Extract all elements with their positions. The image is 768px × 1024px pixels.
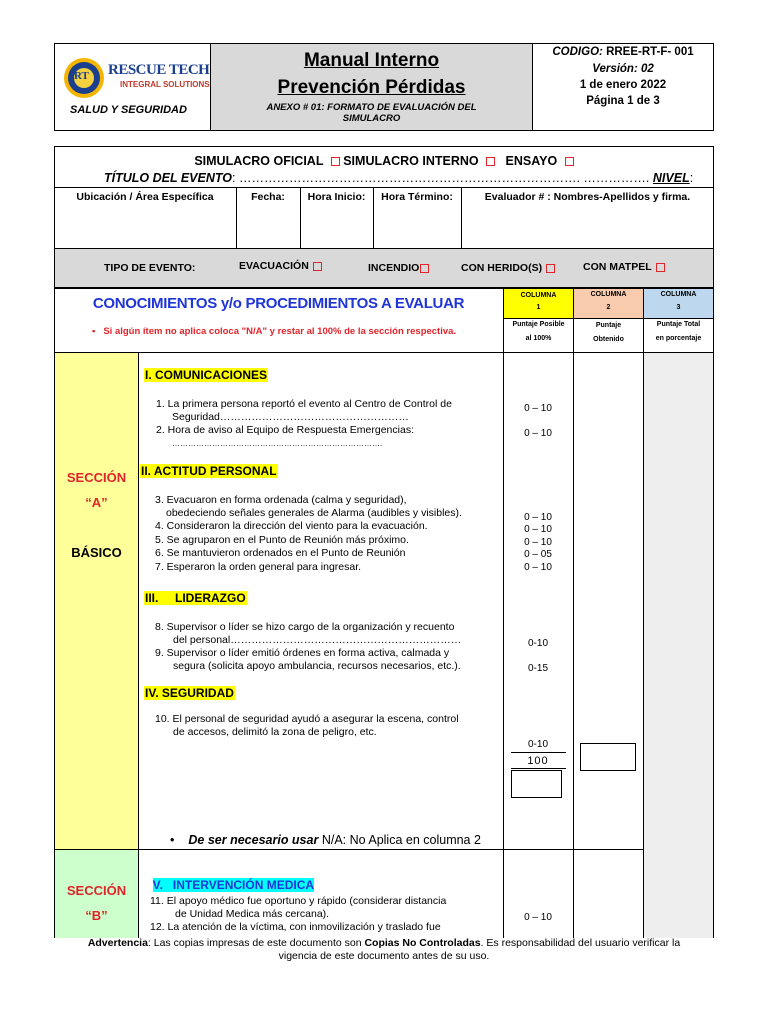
item-7: 7. Esperaron la orden general para ingresar. (155, 561, 362, 573)
level-label: NIVEL (652, 171, 690, 185)
item-3-line1: 3. Evacuaron en forma ordenada (calma y seguridad), (155, 494, 407, 506)
item-12: 12. La atención de la víctima, con inmovilización y traslado fue (150, 921, 441, 933)
column3-total-cell (644, 353, 713, 938)
column2-desc-line1: Puntaje (595, 322, 622, 329)
item-5: 5. Se agruparon en el Punto de Reunión más próximo. (155, 534, 409, 546)
section-a-cell (55, 353, 138, 849)
checkbox-injured[interactable] (546, 264, 555, 273)
warning-footer-line1: Advertencia: Las copias impresas de este documento son Copias No Controladas. Es responsabilidad del usuario verificar la (87, 937, 681, 949)
code-value: RREE-RT-F- 001 (606, 46, 694, 58)
criteria-title: CONOCIMIENTOS y/o PROCEDIMIENTOS A EVALUAR (92, 295, 465, 312)
heading-leadership: III. LIDERAZGO (145, 591, 246, 605)
event-type-label: TIPO DE EVENTO: (104, 262, 196, 274)
section-a-letter: “A” (85, 495, 108, 510)
checkbox-matpel[interactable] (656, 263, 665, 272)
column3-desc-line1: Puntaje Total (656, 321, 701, 328)
score-item-11: 0 – 10 (524, 912, 552, 923)
warning-footer-line2: vigencia de este documento antes de su uso. (278, 950, 490, 962)
logo-initials: RT (74, 70, 89, 82)
document-code (533, 46, 713, 58)
section-a-total-input[interactable] (511, 770, 562, 798)
section-a-label: SECCIÓN (66, 470, 127, 485)
section-a-obtained-input[interactable] (580, 743, 636, 771)
item-4: 4. Consideraron la dirección del viento para la evacuación. (155, 520, 428, 532)
annex-title-line2: SIMULACRO (342, 113, 401, 124)
start-time-header: Hora Inicio: (307, 191, 366, 203)
column2-title: COLUMNA (590, 291, 627, 298)
manual-title-line2: Prevención Pérdidas (277, 77, 466, 98)
column3-desc-line2: en porcentaje (655, 335, 702, 342)
score-item-4: 0 – 10 (524, 524, 552, 535)
na-footnote: • De ser necesario usar N/A: No Aplica en columna 2 (170, 833, 481, 847)
score-item-9: 0-15 (527, 663, 548, 674)
event-title-dots: : ………………………………………………………………………. ……………. (232, 171, 650, 185)
checkbox-fire[interactable] (420, 264, 429, 273)
checkbox-rehearsal[interactable] (565, 157, 574, 166)
column2-number: 2 (606, 304, 611, 311)
item-6: 6. Se mantuvieron ordenados en el Punto de Reunión (155, 547, 406, 559)
item-11-line1: 11. El apoyo médico fue oportuno y rápido (considerar distancia (150, 895, 447, 907)
page-number: Página 1 de 3 (586, 95, 660, 107)
manual-title-line1: Manual Interno (303, 50, 440, 71)
item-10-line2: de accesos, delimitó la zona de peligro, etc. (173, 726, 377, 738)
company-subtitle: INTEGRAL SOLUTIONS (120, 80, 210, 89)
item-1-line1: 1. La primera persona reportó el evento al Centro de Control de (156, 398, 452, 410)
type-fire: INCENDIO (368, 262, 429, 274)
score-item-2: 0 – 10 (524, 428, 552, 439)
company-logo (62, 56, 106, 100)
checkbox-internal-drill[interactable] (486, 157, 495, 166)
level-colon: : (689, 171, 694, 185)
item-8-line2: del personal………………………………………………………… (173, 634, 462, 646)
section-b-letter: “B” (85, 908, 108, 923)
section-b-label: SECCIÓN (66, 883, 127, 898)
event-type-options (54, 154, 714, 168)
department-label: SALUD Y SEGURIDAD (70, 104, 187, 116)
column1-number: 1 (536, 304, 541, 311)
score-item-6: 0 – 05 (524, 549, 552, 560)
code-label: CODIGO: (552, 46, 603, 58)
item-8-line1: 8. Supervisor o líder se hizo cargo de la organización y recuento (155, 621, 455, 633)
item-1-line2: Seguridad……………………………………………… (172, 411, 409, 423)
date-header: Fecha: (251, 191, 285, 203)
score-item-5: 0 – 10 (524, 537, 552, 548)
option-official-drill: SIMULACRO OFICIAL (194, 154, 324, 168)
score-item-1: 0 – 10 (524, 403, 552, 414)
column2-desc-line2: Obtenido (593, 336, 624, 343)
column1-desc-line2: al 100% (525, 335, 552, 342)
column3-number: 3 (676, 304, 681, 311)
checkbox-official-drill[interactable] (331, 157, 340, 166)
column1-title: COLUMNA (520, 292, 557, 299)
evaluator-header: Evaluador # : Nombres-Apellidos y firma. (484, 191, 691, 203)
item-3-line2: obedeciendo señales generales de Alarma (audibles y visibles). (166, 507, 462, 519)
heading-medical-intervention: V. INTERVENCIÓN MEDICA (152, 878, 315, 892)
checkbox-evacuation[interactable] (313, 262, 322, 271)
heading-communications: I. COMUNICACIONES (145, 368, 268, 382)
location-header: Ubicación / Área Específica (76, 191, 214, 203)
type-injured: CON HERIDO(S) (461, 262, 555, 274)
event-title-line (104, 171, 693, 185)
option-internal-drill: SIMULACRO INTERNO (343, 154, 479, 168)
section-a-total-possible: 100 (527, 755, 549, 767)
heading-security: IV. SEGURIDAD (145, 686, 234, 700)
item-9-line1: 9. Supervisor o líder emitió órdenes en forma activa, calmada y (155, 647, 450, 659)
item-2-line1: 2. Hora de aviso al Equipo de Respuesta Emergencias: (156, 424, 414, 436)
end-time-header: Hora Término: (381, 191, 453, 203)
item-2-line2: ……………………………………………………………………. (172, 439, 383, 448)
score-item-8: 0-10 (527, 638, 548, 649)
option-rehearsal: ENSAYO (505, 154, 558, 168)
criteria-note: • Si algún ítem no aplica coloca "N/A" y restar al 100% de la sección respectiva. (92, 326, 457, 337)
type-matpel: CON MATPEL (583, 261, 665, 273)
score-item-7: 0 – 10 (524, 562, 552, 573)
annex-title-line1: ANEXO # 01: FORMATO DE EVALUACIÓN DEL (266, 102, 477, 113)
event-title-label: TÍTULO DEL EVENTO (104, 171, 233, 185)
item-9-line2: segura (solicita apoyo ambulancia, recursos necesarios, etc.). (173, 660, 461, 672)
score-item-3: 0 – 10 (524, 512, 552, 523)
issue-date: 1 de enero 2022 (579, 79, 667, 91)
item-10-line1: 10. El personal de seguridad ayudó a asegurar la escena, control (155, 713, 459, 725)
heading-personal-attitude: II. ACTITUD PERSONAL (141, 464, 277, 478)
column3-title: COLUMNA (660, 291, 697, 298)
score-item-10: 0-10 (527, 739, 548, 750)
item-11-line2: de Unidad Medica más cercana). (175, 908, 330, 920)
column1-desc-line1: Puntaje Posible (512, 321, 565, 328)
version: Versión: 02 (592, 63, 654, 75)
section-a-level: BÁSICO (71, 545, 122, 560)
company-name: RESCUE TECH (108, 62, 210, 78)
type-evacuation: EVACUACIÓN (239, 260, 322, 272)
